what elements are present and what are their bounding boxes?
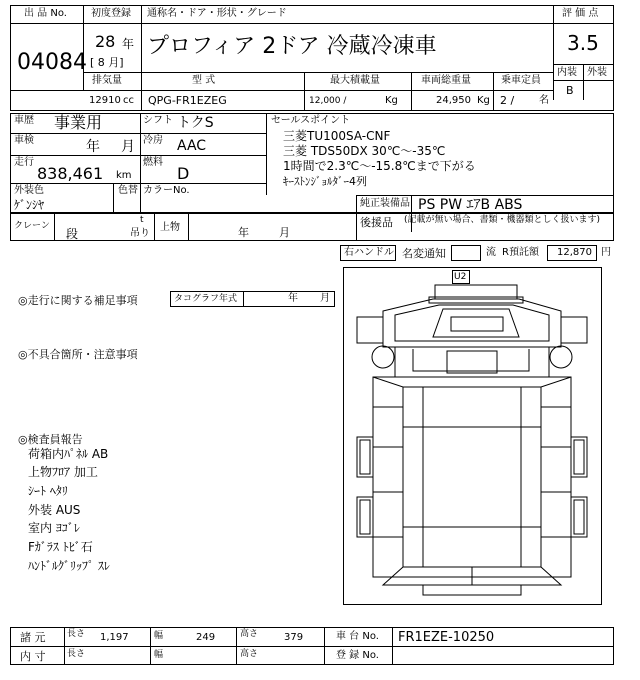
sales-point-line: 1時間で2.3℃～-15.8℃まで下がる: [283, 159, 476, 173]
upper-body-label: 上物: [160, 222, 180, 233]
interior-label: 内装: [557, 67, 577, 78]
capacity-label: 乗車定員: [501, 75, 541, 86]
max-load-label: 最大積載量: [330, 75, 380, 86]
gross-weight-unit: Kg: [477, 95, 490, 106]
length-value: 1,197: [100, 632, 129, 643]
width-value: 249: [196, 632, 216, 643]
lot-no: 04084: [17, 50, 87, 75]
fuel-value: D: [177, 164, 190, 183]
color-no-label: カラーNo.: [143, 185, 190, 196]
crane-hang: 吊り: [130, 228, 150, 239]
ext-color-label: 外装色: [14, 185, 44, 196]
crane-label: クレーン: [14, 221, 50, 231]
inner-length-label: 長さ: [67, 649, 86, 659]
displacement-label: 排気量: [92, 75, 122, 86]
mileage-unit: km: [116, 170, 132, 181]
damage-marker-code: U2: [454, 272, 467, 282]
reg-month: [ 8 月]: [90, 56, 124, 69]
length-label: 長さ: [67, 629, 86, 639]
inspector-line: 上物ﾌﾛｱ 加工: [28, 465, 98, 479]
equipment-label: 純正装備品: [360, 198, 410, 209]
grade-label: 評 価 点: [562, 8, 599, 19]
inspection-year: 年: [86, 139, 100, 155]
tachograph-label: タコグラフ年式: [174, 294, 238, 304]
reg-year: 28: [95, 32, 116, 51]
inner-height-label: 高さ: [240, 649, 259, 659]
color-change-label: 色替: [118, 185, 138, 196]
name-change-box: [451, 245, 481, 261]
defects-label: ◎不具合箇所・注意事項: [18, 348, 138, 361]
mileage-label: 走行: [14, 157, 34, 168]
ext-color-value: ｹﾞﾝｼﾔ: [14, 198, 45, 212]
displacement-unit: cc: [123, 95, 134, 106]
inspector-line: ﾊﾝﾄﾞﾙｸﾞﾘｯﾌﾟ ｽﾚ: [28, 559, 110, 573]
inspector-line: 室内 ﾖｺﾞﾚ: [28, 521, 80, 535]
first-reg-label: 初度登録: [91, 8, 131, 19]
tachograph-year: 年: [288, 293, 298, 304]
ac-value: AAC: [177, 138, 207, 154]
upper-body-year: 年: [238, 226, 249, 239]
width-label: 幅: [154, 631, 164, 641]
driving-notes-label: ◎走行に関する補足事項: [18, 294, 138, 307]
inspection-month: 月: [121, 139, 135, 155]
crane-row: [10, 213, 614, 241]
vehicle-title: プロフィア 2ドア 冷蔵冷凍車: [147, 34, 437, 59]
inspector-line: Fｶﾞﾗｽ ﾄﾋﾞ石: [28, 540, 93, 554]
inspector-line: 荷箱内ﾊﾟﾈﾙ AB: [28, 447, 109, 461]
model-label: 型 式: [192, 75, 216, 86]
shift-value: トクS: [177, 115, 214, 131]
inspection-label: 車検: [14, 135, 34, 146]
sales-point-line: ｷｰｽﾄﾝｼﾞｮﾙﾀﾞｰ4列: [283, 175, 367, 188]
fuel-label: 燃料: [143, 157, 163, 168]
overall-grade: 3.5: [567, 31, 599, 55]
gross-weight-value: 24,950: [436, 95, 471, 106]
sales-point-line: 三菱 TDS50DX 30℃～-35℃: [283, 144, 446, 158]
crane-ton-unit: t: [140, 215, 144, 225]
history-label: 車歴: [14, 115, 34, 126]
mileage-value: 838,461: [37, 164, 104, 183]
truck-outline-diagram: [343, 267, 602, 605]
height-label: 高さ: [240, 629, 259, 639]
sales-point-line: 三菱TU100SA-CNF: [283, 129, 391, 143]
tachograph-month: 月: [320, 293, 330, 304]
steering-value: 右ハンドル: [344, 247, 394, 258]
displacement-value: 12910: [89, 95, 121, 106]
height-value: 379: [284, 632, 304, 643]
sales-points-label: セールスポイント: [271, 115, 351, 126]
lot-no-label: 出 品 No.: [24, 8, 67, 19]
equipment-value: PS PW ｴｱB ABS: [418, 197, 523, 213]
crane-stage: 段: [66, 227, 79, 241]
chassis-value: FR1EZE-10250: [398, 630, 495, 645]
interior-grade: B: [566, 84, 574, 97]
upper-body-month: 月: [279, 226, 290, 239]
yen-unit: 円: [601, 247, 611, 258]
inner-width-label: 幅: [154, 650, 164, 660]
capacity-unit: 名: [539, 95, 549, 106]
model-value: QPG-FR1EZEG: [148, 94, 227, 107]
max-load-unit: Kg: [385, 95, 398, 106]
max-load-value: 12,000 /: [309, 96, 347, 106]
inspector-line: 外装 AUS: [28, 503, 81, 517]
ac-label: 冷房: [143, 135, 163, 146]
history-value: 事業用: [54, 113, 103, 132]
name-label: 通称名・ドア・形状・グレード: [147, 8, 287, 19]
capacity-value: 2 /: [500, 94, 515, 107]
name-change-label: 名変通知: [402, 247, 446, 260]
reg-year-unit: 年: [122, 37, 135, 51]
chassis-label: 車 台 No.: [336, 631, 379, 642]
aftermarket-label: 後援品: [360, 216, 393, 229]
exterior-label: 外装: [587, 67, 607, 78]
inspector-line: ｼｰﾄ ﾍﾀﾘ: [28, 484, 68, 498]
meter-flag: 流: [486, 247, 496, 258]
inner-dim-label: 内 寸: [20, 650, 46, 663]
spec-label: 諸 元: [20, 631, 46, 644]
gross-weight-label: 車両総重量: [421, 75, 471, 86]
shift-label: シフト: [143, 115, 173, 126]
recycle-deposit-value: 12,870: [557, 247, 592, 258]
recycle-deposit-label: R預託額: [502, 247, 539, 258]
registration-label: 登 録 No.: [336, 650, 379, 661]
inspector-report-label: ◎検査員報告: [18, 433, 83, 446]
aftermarket-note: (記載が無い場合、書類・機器類としく扱います): [404, 215, 601, 225]
